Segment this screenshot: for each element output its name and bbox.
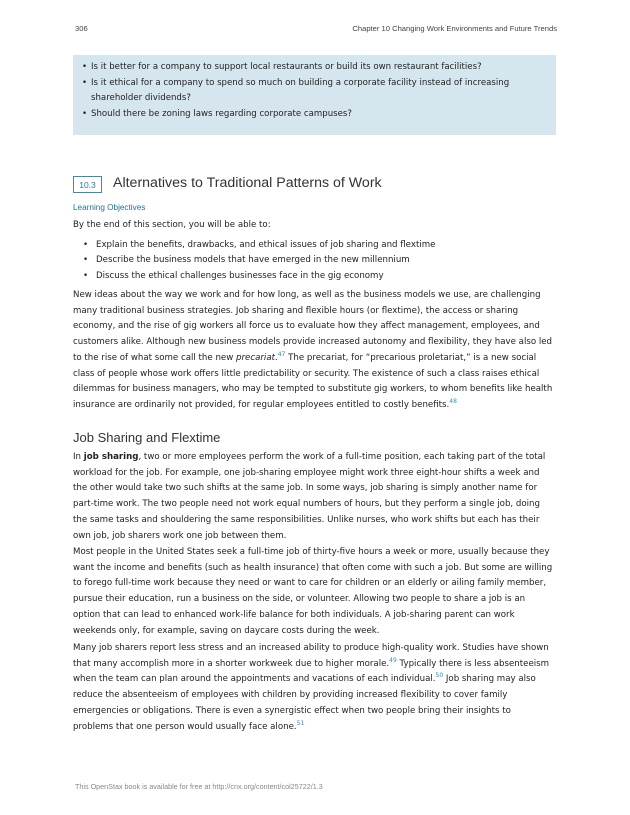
term-precariat: precariat — [236, 352, 275, 363]
footnote-ref-47[interactable]: 47 — [277, 350, 286, 358]
section-number-badge: 10.3 — [73, 176, 102, 193]
key-term-job-sharing: job sharing — [83, 452, 139, 462]
callout-item: • Should there be zoning laws regarding corporate campuses? — [82, 109, 352, 119]
footnote-ref-48[interactable]: 48 — [449, 397, 457, 405]
learning-objectives-list — [83, 238, 435, 284]
objective-item: • Describe the business models that have emerged in the new millennium — [83, 255, 410, 266]
job-sharing-paragraph-2: Most people in the United States seek a full-time job of thirty-five hours a week or more, usually because they want the income and benefits (such as health insurance) that often come with such a job. But some are willing to forego full-time work because they need or want to care for children or an elderly or ailing family member, pursue their education, run a business on the side, or volunteer. Allowing two people to share a job is an option that can lead to enhanced work-life balance for both individuals. A job-sharing parent can work weekends only, for example, saving on daycare costs during the week. — [73, 547, 553, 636]
footnote-ref-49[interactable]: 49 — [389, 656, 397, 664]
learning-objectives-label: Learning Objectives — [73, 203, 146, 212]
intro-paragraph: New ideas about the way we work and for how long, as well as the business models we use, are challenging many traditional business strategies. Job sharing and flexible hours (or flextime), the access or sharing economy, and the rise of gig workers all force us to evaluate how they affect management, employees, and customers alike. Although new business models provide increased autonomy and flexibility, they have also led to the rise of what some call the new precariat.$^{47}$ The precariat, for “precarious proletariat,” is a new social class of people whose work offers little predictability or security. The existence of such a class raises ethical dilemmas for business managers, who may be tempted to substitute gig workers, to whom benefits like health insurance are ordinarily not provided, for regular employees entitled to costly benefits.$^{48}$ — [73, 290, 553, 410]
page-number: 306 — [75, 24, 88, 33]
callout-item: • Is it ethical for a company to spend so much on building a corporate facility instead of increasing — [82, 78, 510, 88]
job-sharing-paragraph-1: In job sharing, two or more employees perform the work of a full-time position, each taking part of the total workload for the job. For example, one job-sharing employee might work three eight-hour shifts a week and the other would take two such shifts at the same job. In some ways, job sharing is simply another name for part-time work. The two people need not work equal numbers of hours, but they perform a single job, doing the same tasks and shouldering the same responsibilities. Unlike nurses, who work shifts but each has their own job, job sharers work one job between them. — [73, 452, 546, 541]
subsection-heading: Job Sharing and Flextime — [73, 430, 221, 445]
callout-item: • Is it better for a company to support local restaurants or build its own restaurant facilities? — [82, 62, 482, 72]
learning-objectives-intro: By the end of this section, you will be able to: — [73, 220, 271, 230]
section-title: Alternatives to Traditional Patterns of Work — [113, 175, 382, 191]
objective-item: • Explain the benefits, drawbacks, and ethical issues of job sharing and flextime — [83, 240, 436, 250]
objective-item: • Discuss the ethical challenges businesses face in the gig economy — [83, 270, 384, 281]
footnote-ref-50[interactable]: 50 — [435, 672, 444, 680]
callout-item-continuation: shareholder dividends? — [91, 93, 191, 103]
job-sharing-paragraph-3: Many job sharers report less stress and an increased ability to produce high-quality work. Studies have shown that many accomplish more in a shorter workweek due to higher morale.$^{49}$ Typically there is less absenteeism when the team can plan around the appointments and vacations of each individual.$^{50}$ Job sharing may also reduce the absenteeism of employees with children by providing increased flexibility to cover family emergencies or obligations. There is even a synergistic effect when two people bring their insights to problems that one person would usually face alone.$^{51}$ — [73, 643, 550, 732]
discussion-callout-box — [73, 55, 556, 135]
footnote-ref-51[interactable]: 51 — [296, 719, 305, 727]
page-footer: This OpenStax book is available for free at http://cnx.org/content/col25722/1.3 — [75, 782, 323, 791]
running-chapter-title: Chapter 10 Changing Work Environments and Future Trends — [352, 24, 557, 33]
